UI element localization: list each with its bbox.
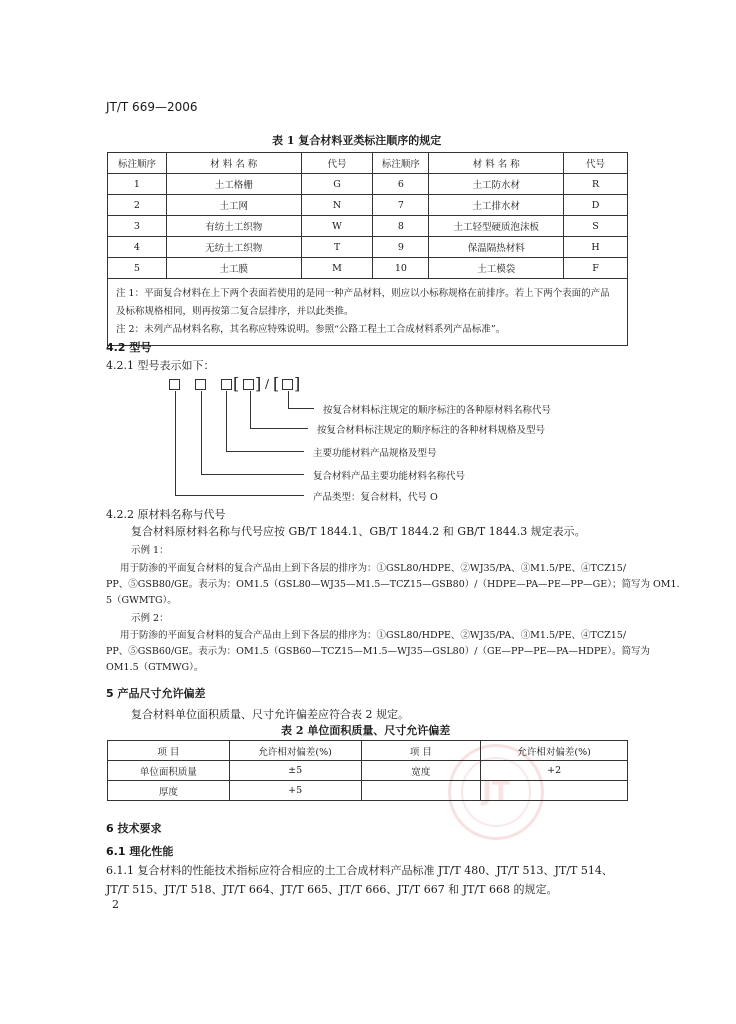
diagram-box-3 <box>221 379 232 390</box>
table-cell: 土工防水材 <box>429 174 564 195</box>
diagram-box-4 <box>243 379 254 390</box>
section-5-heading: 5 产品尺寸允许偏差 <box>106 687 206 700</box>
table2-caption: 表 2 单位面积质量、尺寸允许偏差 <box>281 724 451 737</box>
section-4-2-heading: 4.2 型号 <box>106 341 152 354</box>
leader-line <box>175 495 304 496</box>
example-2-line: OM1.5（GTMWG）。 <box>106 662 204 673</box>
table-cell: M <box>301 258 373 279</box>
table-header-cell: 允许相对偏差(%) <box>481 741 628 761</box>
leader-line <box>250 391 251 428</box>
table-note-row <box>108 279 628 346</box>
table-header-cell: 标注顺序 <box>108 153 167 174</box>
bracket-open-icon: [ <box>233 374 240 393</box>
table-cell: N <box>301 195 373 216</box>
diagram-label-2: 按复合材料标注规定的顺序标注的各种材料规格及型号 <box>317 425 546 436</box>
leader-line <box>250 428 308 429</box>
table-header-cell: 代号 <box>301 153 373 174</box>
table1-caption: 表 1 复合材料亚类标注顺序的规定 <box>272 134 442 147</box>
table-row <box>108 195 628 216</box>
table-cell: 5 <box>108 258 167 279</box>
section-4-2-1: 4.2.1 型号表示如下： <box>106 359 215 372</box>
section-6-1-heading: 6.1 理化性能 <box>106 845 174 858</box>
table-row <box>108 237 628 258</box>
diagram-box-5 <box>282 379 293 390</box>
table-note-2: 注 2：未列产品材料名称，其名称应特殊说明。参照“公路工程土工合成材料系列产品标准”。 <box>116 324 506 335</box>
table-cell: R <box>564 174 628 195</box>
table2 <box>107 740 628 801</box>
table-cell: F <box>564 258 628 279</box>
diagram-label-4: 复合材料产品主要功能材料名称代号 <box>313 471 466 482</box>
table-cell: 3 <box>108 216 167 237</box>
table-cell: +2 <box>481 761 628 781</box>
table-cell: 宽度 <box>361 761 481 781</box>
leader-line <box>288 391 289 408</box>
table-cell: 土工膜 <box>166 258 301 279</box>
section-4-2-2-heading: 4.2.2 原材料名称与代号 <box>106 508 226 521</box>
table-cell: 单位面积质量 <box>108 761 230 781</box>
diagram-label-5: 产品类型：复合材料，代号 O <box>313 492 438 503</box>
table-cell: 土工格栅 <box>166 174 301 195</box>
table-header-cell: 允许相对偏差(%) <box>229 741 361 761</box>
section-6-heading: 6 技术要求 <box>106 822 162 835</box>
table-cell: 有纺土工织物 <box>166 216 301 237</box>
diagram-label-1: 按复合材料标注规定的顺序标注的各种原材料名称代号 <box>323 405 552 416</box>
table-cell: 无纺土工织物 <box>166 237 301 258</box>
section-4-2-2-body: 复合材料原材料名称与代号应按 GB/T 1844.1、GB/T 1844.2 和 GB/T 1844.3 规定表示。 <box>131 525 586 538</box>
table-note-1: 注 1：平面复合材料在上下两个表面若使用的是同一种产品材料，则应以小标称规格在前排序。若上下两个表面的产品及标称规格相同，则再按第二复合层排序，并以此类推。 <box>116 288 610 317</box>
table-header-cell: 材 料 名 称 <box>429 153 564 174</box>
example-1-line: 5（GWMTG）。 <box>106 595 177 606</box>
example-1-line: PP、⑤GSB80/GE。表示为：OM1.5（GSL80—WJ35—M1.5—TCZ15—GSB80）/（HDPE—PA—PE—PP—GE）；简写为 OM1. <box>106 579 680 590</box>
example-2-line: PP、⑤GSB60/GE。表示为：OM1.5（GSB60—TCZ15—M1.5—WJ35—GSL80）/（GE—PP—PE—PA—HDPE）。简写为 <box>106 646 650 657</box>
leader-line <box>226 451 304 452</box>
table-row <box>108 258 628 279</box>
table-cell: 土工网 <box>166 195 301 216</box>
diagram-box-1 <box>169 379 180 390</box>
table-header-row <box>108 741 628 761</box>
leader-line <box>201 474 304 475</box>
table-cell: 1 <box>108 174 167 195</box>
table-header-cell: 标注顺序 <box>373 153 429 174</box>
example-2-title: 示例 2： <box>131 613 169 624</box>
document-code: JT/T 669—2006 <box>106 100 198 114</box>
table-cell: G <box>301 174 373 195</box>
table-cell: 土工轻型硬质泡沫板 <box>429 216 564 237</box>
diagram-label-3: 主要功能材料产品规格及型号 <box>313 448 437 459</box>
table-cell: D <box>564 195 628 216</box>
table-cell: 6 <box>373 174 429 195</box>
table-cell: T <box>301 237 373 258</box>
table-cell: ±5 <box>229 761 361 781</box>
table-cell <box>481 781 628 801</box>
table-cell: 7 <box>373 195 429 216</box>
diagram-box-2 <box>195 379 206 390</box>
table-cell: 9 <box>373 237 429 258</box>
table-header-cell: 项 目 <box>108 741 230 761</box>
table-cell: 2 <box>108 195 167 216</box>
page-number: 2 <box>112 898 119 911</box>
table-cell: 土工模袋 <box>429 258 564 279</box>
table-row <box>108 761 628 781</box>
table-row <box>108 216 628 237</box>
table-cell: 土工排水材 <box>429 195 564 216</box>
bracket-close-icon: ] <box>294 374 301 393</box>
table-header-cell: 代号 <box>564 153 628 174</box>
leader-line <box>288 408 314 409</box>
table-cell: 4 <box>108 237 167 258</box>
leader-line <box>175 391 176 495</box>
leader-line <box>201 391 202 474</box>
section-6-1-1-line: 6.1.1 复合材料的性能技术指标应符合相应的土工合成材料产品标准 JT/T 480、JT/T 513、JT/T 514、 <box>106 864 613 877</box>
table-header-row <box>108 153 628 174</box>
table-notes <box>108 279 628 346</box>
table-cell: 10 <box>373 258 429 279</box>
table-row <box>108 174 628 195</box>
example-1-title: 示例 1： <box>131 545 169 556</box>
leader-line <box>226 391 227 451</box>
bracket-close-icon: ] <box>255 374 262 393</box>
table-cell: 保温隔热材料 <box>429 237 564 258</box>
table-row <box>108 781 628 801</box>
table-cell: 厚度 <box>108 781 230 801</box>
table-cell <box>361 781 481 801</box>
watermark-text: JT <box>482 777 510 807</box>
table-cell: H <box>564 237 628 258</box>
table-header-cell: 材 料 名 称 <box>166 153 301 174</box>
table-cell: 8 <box>373 216 429 237</box>
table-cell: W <box>301 216 373 237</box>
table-header-cell: 项 目 <box>361 741 481 761</box>
diagram-separator: / <box>265 377 270 391</box>
bracket-open-icon: [ <box>273 374 280 393</box>
table1 <box>107 152 628 346</box>
example-2-line: 用于防渗的平面复合材料的复合产品由上到下各层的排序为：①GSL80/HDPE、②WJ35/PA、③M1.5/PE、④TCZ15/ <box>120 630 627 641</box>
section-6-1-1-line: JT/T 515、JT/T 518、JT/T 664、JT/T 665、JT/T 666、JT/T 667 和 JT/T 668 的规定。 <box>106 883 558 896</box>
table-cell: +5 <box>229 781 361 801</box>
example-1-line: 用于防渗的平面复合材料的复合产品由上到下各层的排序为：①GSL80/HDPE、②WJ35/PA、③M1.5/PE、④TCZ15/ <box>120 563 627 574</box>
section-5-body: 复合材料单位面积质量、尺寸允许偏差应符合表 2 规定。 <box>131 708 409 721</box>
table-cell: S <box>564 216 628 237</box>
